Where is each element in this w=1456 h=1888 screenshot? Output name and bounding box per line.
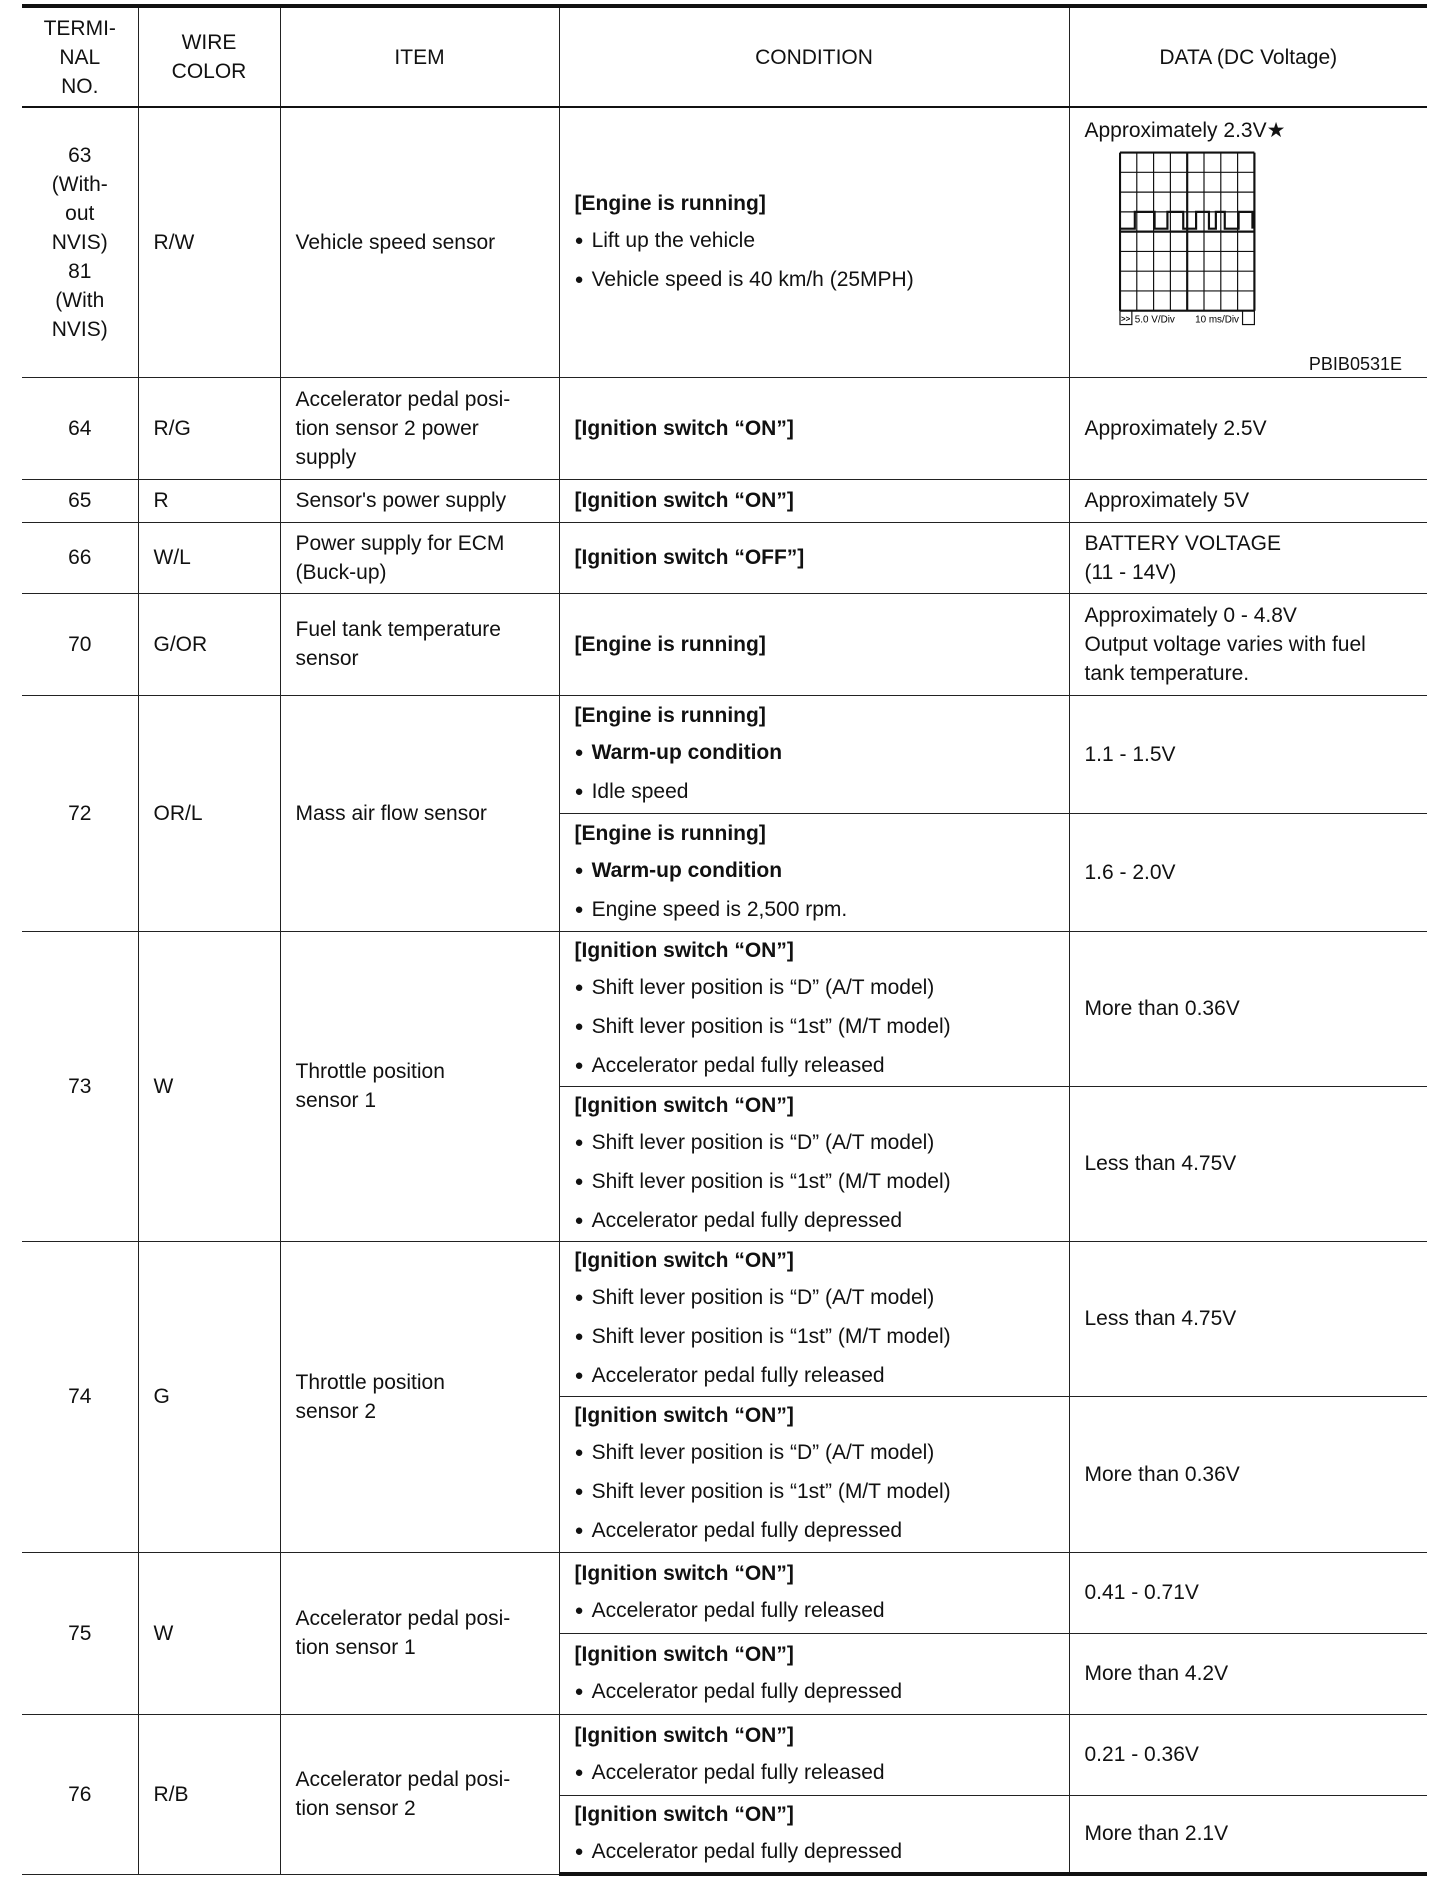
condition-heading: [Engine is running] <box>574 703 766 727</box>
data-value: Approximately 5V <box>1069 479 1427 522</box>
volt-scale: 5.0 V/Div <box>1134 314 1175 326</box>
data-value: 0.41 - 0.71V <box>1069 1552 1427 1633</box>
wire-color: W <box>138 931 280 1241</box>
condition-heading: [Ignition switch “ON”] <box>574 1723 794 1747</box>
table-row <box>22 593 1427 695</box>
condition-bullet: ● Accelerator pedal fully released <box>575 1754 1054 1793</box>
header-row <box>22 6 1427 107</box>
header-terminal: TERMI- NAL NO. <box>22 6 138 107</box>
condition-heading: [Ignition switch “ON”] <box>574 1248 794 1272</box>
condition-bullet: ● Accelerator pedal fully depressed <box>575 1673 1054 1712</box>
table-row <box>22 107 1427 377</box>
terminal-no: 70 <box>22 593 138 695</box>
condition-bullet: ● Shift lever position is “D” (A/T model) <box>575 1124 1054 1163</box>
item-name: Throttle position sensor 2 <box>280 1241 559 1552</box>
header-item: ITEM <box>280 6 559 107</box>
wire-color: R/B <box>138 1714 280 1874</box>
item-name: Accelerator pedal posi- tion sensor 2 power supply <box>280 377 559 479</box>
condition-bullet: ● Shift lever position is “1st” (M/T model) <box>575 1008 1054 1047</box>
data-value: Less than 4.75V <box>1069 1241 1427 1396</box>
condition-cell <box>559 1714 1069 1795</box>
data-value: More than 0.36V <box>1069 1396 1427 1552</box>
data-value: Approximately 2.5V <box>1069 377 1427 479</box>
condition-bullet: ● Shift lever position is “D” (A/T model) <box>575 1279 1054 1318</box>
condition-cell <box>559 107 1069 377</box>
condition-cell <box>559 695 1069 813</box>
header-wire-color: WIRE COLOR <box>138 6 280 107</box>
table-row <box>22 1552 1427 1633</box>
header-condition: CONDITION <box>559 6 1069 107</box>
condition-cell <box>559 1552 1069 1633</box>
condition-cell <box>559 931 1069 1086</box>
data-value: More than 0.36V <box>1069 931 1427 1086</box>
condition-heading: [Engine is running] <box>574 632 766 656</box>
terminal-no: 75 <box>22 1552 138 1714</box>
condition-heading: [Ignition switch “ON”] <box>574 1093 794 1117</box>
condition-heading: [Ignition switch “ON”] <box>574 1561 794 1585</box>
table-row <box>22 479 1427 522</box>
wire-color: R <box>138 479 280 522</box>
oscilloscope-grid <box>1119 151 1289 336</box>
condition-cell <box>559 813 1069 931</box>
condition-cell <box>559 1086 1069 1241</box>
condition-bullet: ● Accelerator pedal fully depressed <box>575 1202 1054 1241</box>
condition-cell <box>559 479 1069 522</box>
wire-color: R/W <box>138 107 280 377</box>
item-name: Vehicle speed sensor <box>280 107 559 377</box>
data-value: 1.6 - 2.0V <box>1069 813 1427 931</box>
condition-cell <box>559 593 1069 695</box>
wire-color: W <box>138 1552 280 1714</box>
condition-bullet: ● Accelerator pedal fully released <box>575 1047 1054 1086</box>
table-row <box>22 377 1427 479</box>
terminal-no: 72 <box>22 695 138 931</box>
data-value: 0.21 - 0.36V <box>1069 1714 1427 1795</box>
wire-color: G <box>138 1241 280 1552</box>
wire-color: G/OR <box>138 593 280 695</box>
condition-bullet: ● Accelerator pedal fully depressed <box>575 1512 1054 1551</box>
condition-bullet: ● Shift lever position is “D” (A/T model) <box>575 969 1054 1008</box>
condition-bullet: ● Shift lever position is “1st” (M/T model) <box>575 1163 1054 1202</box>
waveform-diagram <box>1085 151 1413 374</box>
table-row <box>22 695 1427 813</box>
condition-bullet: ● Accelerator pedal fully released <box>575 1592 1054 1631</box>
terminal-no: 74 <box>22 1241 138 1552</box>
data-value: BATTERY VOLTAGE (11 - 14V) <box>1069 522 1427 593</box>
data-value: Approximately 2.3V★ <box>1084 119 1286 142</box>
wire-color: R/G <box>138 377 280 479</box>
condition-cell <box>559 1795 1069 1874</box>
condition-bullet: ● Warm-up condition <box>575 734 1054 773</box>
terminal-no: 66 <box>22 522 138 593</box>
condition-heading: [Ignition switch “ON”] <box>574 416 794 440</box>
condition-heading: [Engine is running] <box>574 191 766 215</box>
wire-color: OR/L <box>138 695 280 931</box>
condition-bullet: ● Accelerator pedal fully depressed <box>575 1833 1054 1872</box>
wire-color: W/L <box>138 522 280 593</box>
item-name: Throttle position sensor 1 <box>280 931 559 1241</box>
waveform-arrow: >> <box>1120 314 1130 324</box>
item-name: Power supply for ECM (Buck-up) <box>280 522 559 593</box>
condition-cell <box>559 1396 1069 1552</box>
condition-cell <box>559 377 1069 479</box>
terminal-no: 73 <box>22 931 138 1241</box>
data-value: Less than 4.75V <box>1069 1086 1427 1241</box>
condition-heading: [Ignition switch “ON”] <box>574 489 794 512</box>
condition-heading: [Ignition switch “ON”] <box>574 1642 794 1666</box>
data-value: More than 2.1V <box>1069 1795 1427 1874</box>
condition-heading: [Ignition switch “ON”] <box>574 1404 794 1427</box>
terminal-no: 63 (With- out NVIS) 81 (With NVIS) <box>22 107 138 377</box>
item-name: Fuel tank temperature sensor <box>280 593 559 695</box>
terminal-no: 65 <box>22 479 138 522</box>
condition-bullet: ● Shift lever position is “1st” (M/T model) <box>575 1473 1054 1512</box>
condition-bullet: ● Warm-up condition <box>575 852 1054 891</box>
condition-heading: [Ignition switch “ON”] <box>574 938 794 962</box>
condition-bullet: ● Shift lever position is “D” (A/T model) <box>575 1434 1054 1473</box>
time-scale: 10 ms/Div <box>1194 314 1239 326</box>
condition-bullet: ● Idle speed <box>575 773 1054 812</box>
item-name: Accelerator pedal posi- tion sensor 1 <box>280 1552 559 1714</box>
item-name: Mass air flow sensor <box>280 695 559 931</box>
condition-bullet: ● Shift lever position is “1st” (M/T model) <box>575 1318 1054 1357</box>
item-name: Accelerator pedal posi- tion sensor 2 <box>280 1714 559 1874</box>
data-value: 1.1 - 1.5V <box>1069 695 1427 813</box>
table-row <box>22 931 1427 1086</box>
condition-cell <box>559 522 1069 593</box>
data-value: Approximately 0 - 4.8V Output voltage varies with fuel tank temperature. <box>1069 593 1427 695</box>
condition-bullet: ● Vehicle speed is 40 km/h (25MPH) <box>575 261 1054 300</box>
table-row <box>22 1714 1427 1795</box>
condition-bullet: ● Lift up the vehicle <box>575 222 1054 261</box>
header-data: DATA (DC Voltage) <box>1069 6 1427 107</box>
table-row <box>22 1241 1427 1396</box>
figure-code: PBIB0531E <box>1308 354 1402 374</box>
condition-heading: [Ignition switch “OFF”] <box>574 546 805 569</box>
condition-bullet: ● Accelerator pedal fully released <box>575 1357 1054 1396</box>
table-row <box>22 522 1427 593</box>
terminal-data-table <box>22 4 1427 1876</box>
condition-heading: [Engine is running] <box>574 821 766 845</box>
data-value-cell <box>1069 107 1427 377</box>
item-name: Sensor's power supply <box>280 479 559 522</box>
condition-cell <box>559 1633 1069 1714</box>
condition-heading: [Ignition switch “ON”] <box>574 1802 794 1826</box>
condition-cell <box>559 1241 1069 1396</box>
condition-bullet: ● Engine speed is 2,500 rpm. <box>575 891 1054 930</box>
terminal-no: 76 <box>22 1714 138 1874</box>
terminal-no: 64 <box>22 377 138 479</box>
data-value: More than 4.2V <box>1069 1633 1427 1714</box>
